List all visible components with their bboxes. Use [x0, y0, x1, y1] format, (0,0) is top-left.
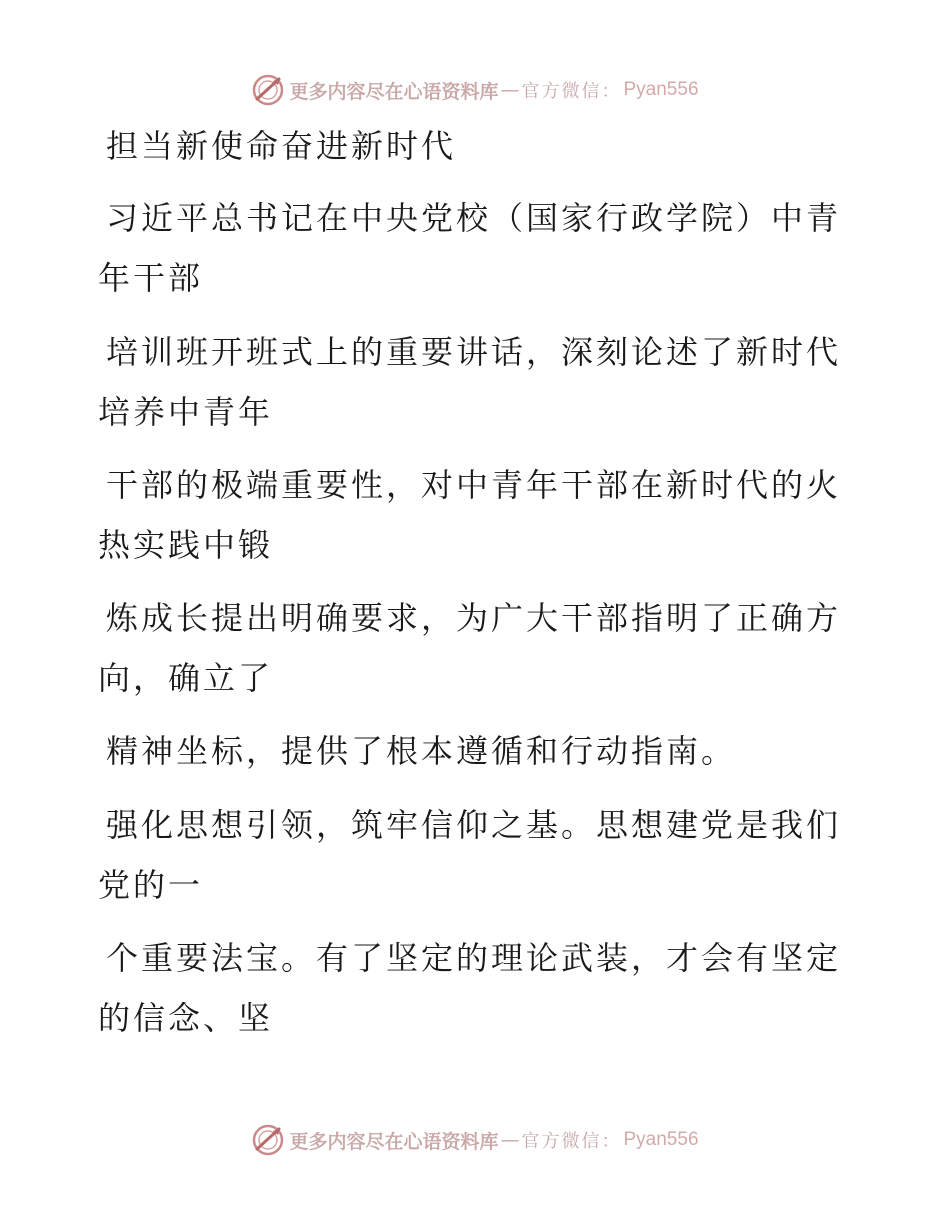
body-line: 干部的极端重要性，对中青年干部在新时代的火	[106, 466, 842, 504]
brand-logo-icon	[251, 1123, 285, 1157]
watermark-label: 官方微信：	[521, 1131, 622, 1152]
body-line: 的信念、坚	[98, 999, 274, 1037]
watermark-wechat-id: Pyan556	[623, 1129, 699, 1150]
body-line: 培训班开班式上的重要讲话，深刻论述了新时代	[106, 333, 842, 371]
watermark-label: 官方微信：	[521, 81, 622, 102]
brand-logo-icon	[251, 73, 285, 107]
body-line: 强化思想引领，筑牢信仰之基。思想建党是我们	[106, 806, 842, 844]
footer-watermark	[0, 1120, 950, 1160]
watermark-wechat-id: Pyan556	[623, 79, 699, 100]
body-line: 炼成长提出明确要求，为广大干部指明了正确方	[106, 599, 842, 637]
watermark-brand-text: 更多内容尽在心语资料库	[289, 80, 499, 103]
watermark-dash: —	[500, 1129, 520, 1151]
watermark-dash: —	[500, 79, 520, 101]
body-line: 年干部	[98, 259, 204, 297]
body-line: 培养中青年	[98, 393, 274, 431]
body-line: 精神坐标，提供了根本遵循和行动指南。	[106, 732, 737, 770]
body-line: 习近平总书记在中央党校（国家行政学院）中青	[106, 199, 842, 237]
body-line: 党的一	[98, 866, 204, 904]
body-line: 个重要法宝。有了坚定的理论武装，才会有坚定	[106, 939, 842, 977]
body-line: 热实践中锻	[98, 526, 274, 564]
body-line: 向，确立了	[98, 659, 274, 697]
header-watermark	[0, 70, 950, 110]
document-title: 担当新使命奋进新时代	[106, 127, 457, 165]
watermark-brand-text: 更多内容尽在心语资料库	[289, 1130, 499, 1153]
